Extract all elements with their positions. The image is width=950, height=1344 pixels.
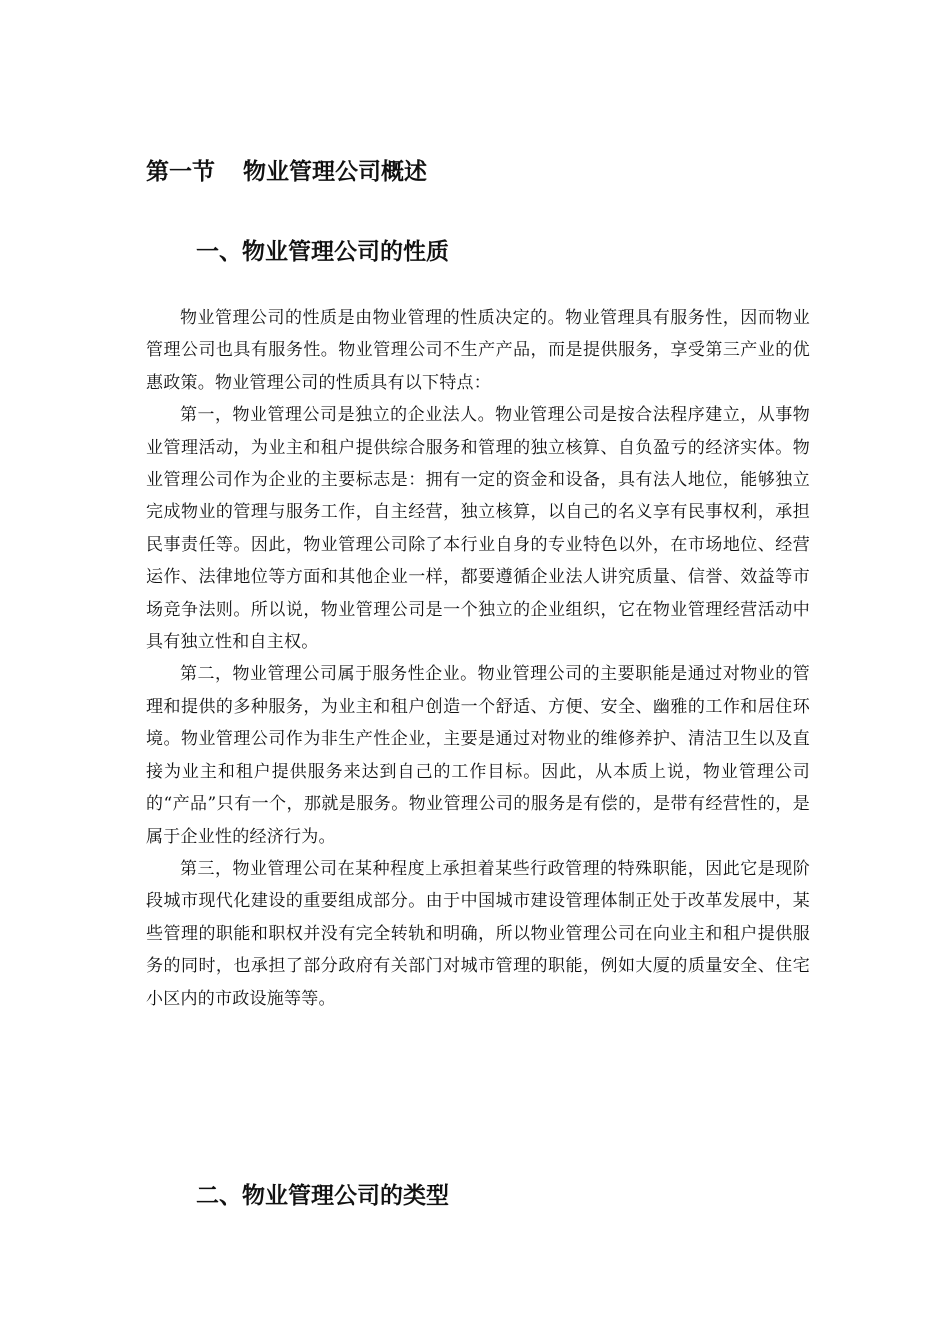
section-number: 第一节 — [146, 159, 215, 185]
paragraph-first: 第一，物业管理公司是独立的企业法人。物业管理公司是按合法程序建立，从事物业管理活动，为业主和租户提供综合服务和管理的独立核算、自负盈亏的经济实体。物业管理公司作为企业的主要标志是：拥有一定的资金和设备，具有法人地位，能够独立完成物业的管理与服务工作，自主经营，独立核算，以自己的名义享有民事权利，承担民事责任等。因此，物业管理公司除了本行业自身的专业特色以外，在市场地位、经营运作、法律地位等方面和其他企业一样，都要遵循企业法人讲究质量、信誉、效益等市场竞争法则。所以说，物业管理公司是一个独立的企业组织，它在物业管理经营活动中具有独立性和自主权。 — [146, 405, 810, 653]
subheading-types: 二、物业管理公司的类型 — [196, 1183, 449, 1209]
section-title-text: 物业管理公司概述 — [243, 159, 427, 185]
paragraph-intro: 物业管理公司的性质是由物业管理的性质决定的。物业管理具有服务性，因而物业管理公司也具有服务性。物业管理公司不生产产品，而是提供服务，享受第三产业的优惠政策。物业管理公司的性质具有以下特点： — [146, 308, 810, 393]
subheading-nature: 一、物业管理公司的性质 — [196, 239, 449, 265]
paragraph-third: 第三，物业管理公司在某种程度上承担着某些行政管理的特殊职能，因此它是现阶段城市现代化建设的重要组成部分。由于中国城市建设管理体制正处于改革发展中，某些管理的职能和职权并没有完全转轨和明确，所以物业管理公司在向业主和租户提供服务的同时，也承担了部分政府有关部门对城市管理的职能，例如大厦的质量安全、住宅小区内的市政设施等等。 — [146, 858, 810, 1009]
paragraph-second: 第二，物业管理公司属于服务性企业。物业管理公司的主要职能是通过对物业的管理和提供的多种服务，为业主和租户创造一个舒适、方便、安全、幽雅的工作和居住环境。物业管理公司作为非生产性企业，主要是通过对物业的维修养护、清洁卫生以及直接为业主和租户提供服务来达到自己的工作目标。因此，从本质上说，物业管理公司的“产品”只有一个，那就是服务。物业管理公司的服务是有偿的，是带有经营性的，是属于企业性的经济行为。 — [146, 664, 810, 847]
section-title — [146, 156, 427, 188]
body-text — [146, 302, 810, 1015]
